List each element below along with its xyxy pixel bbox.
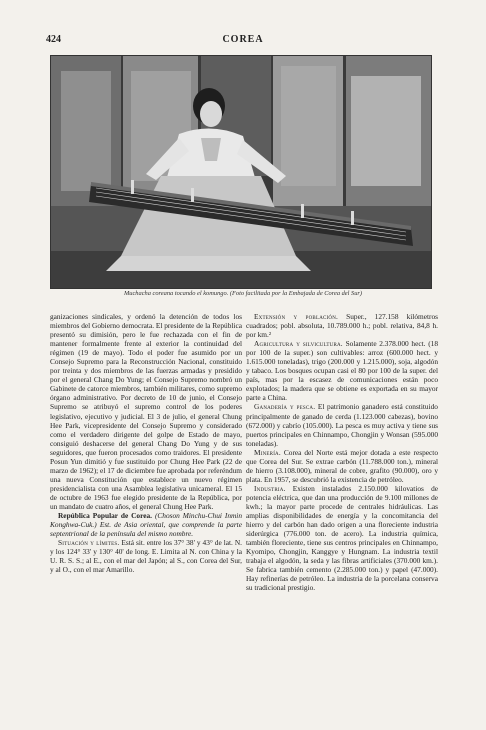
paragraph	[50, 538, 242, 574]
paragraph	[246, 312, 438, 339]
paragraph	[246, 402, 438, 447]
section-heading: República Popular de Corea.	[58, 511, 153, 521]
paragraph-body: Está sit. entre los 37° 38' y 43° de lat. N. y los 124° 33' y 130° 40' de long. E. Limita al N. con China y la U. R. S. S.; al E., con el mar del Japón; al S., con Corea del Sur, y al O., con el mar Amarillo.	[50, 538, 243, 575]
paragraph-body: El patrimonio ganadero está constituido principalmente de ganado de cerda (1.123.000 cabezas), bovino (672.000) y cabrío (105.000). La pesca es muy activa y tiene sus puertos principales en Chinnampo, Chongjin y Wonsan (595.000 toneladas).	[246, 402, 438, 448]
running-head: COREA	[222, 34, 264, 45]
section-heading: Extensión y población.	[254, 312, 339, 321]
paragraph	[246, 339, 438, 402]
paragraph-body: (Choson Minchu-Chui Inmin Konghwa-Cuk.) Est. de Asia oriental, que comprende la parte septentrional de la península del mismo nombre.	[50, 511, 243, 539]
section-heading: Industria.	[254, 483, 286, 493]
section-heading: Minería.	[254, 447, 281, 457]
paragraph-body: Corea del Norte está mejor dotada a este respecto que Corea del Sur. Se extrae carbón (11.788.000 ton.), mineral de hierro (3.108.000), mineral de cobre, grafito (90.000), oro y plata. En 1957, se descubrió la existencia de petróleo.	[246, 447, 438, 484]
photo-korean-girl-komungo	[50, 55, 432, 289]
paragraph	[50, 511, 242, 538]
paragraph-body: Existen instalados 2.150.000 kilovatios de potencia eléctrica, que dan una producción de 9.100 millones de kwh.; la mayor parte procede de centrales hidráulicas. Las amplias disponibilidades de energía y la concomitancia del hierro y del carbón han dado origen a una floreciente industria siderúrgica (776.000 ton. de acero). La industria química, también floreciente, tiene sus centros principales en Chinnampo, Kyomipo, Chongjin, Kanggye y Hungnam. La industria textil trabaja el algodón, la seda y las fibras artificiales (370.000 km.). Se fabrica también cemento (2.285.000 ton.) y papel (47.000). Hay refinerías de petróleo. La industria de la porcelana conserva su tradicional prestigio.	[246, 483, 438, 593]
paragraph-body: Super., 127.158 kilómetros cuadrados; pobl. absoluta, 10.789.000 h.; pobl. relativa, 84,8 h. por km.²	[246, 312, 438, 340]
paragraph	[246, 484, 438, 593]
paragraph-body: Solamente 2.378.000 hect. (18 por 100 de la super.) son cultivables: arroz (600.000 hect. y 1.615.000 toneladas), trigo (200.000 y 1.215.000), soja, algodón y tabaco. Los bosques ocupan casi el 80 por 100 de la super. del país, mas por la escasez de comunicaciones están poco explotados; la madera que se obtiene es exportada en su mayor parte a China.	[246, 339, 438, 403]
photo-caption: Muchacha coreana tocando el komungo. (Foto facilitada por la Embajada de Corea del Sur)	[123, 290, 363, 297]
paragraph: ganizaciones sindicales, y ordenó la detención de todos los miembros del Gobierno democrata. El presidente de la República presentó su dimisión, pero le fue rechazada con el fin de mantener formalmente frente al exterior la continuidad del régimen (19 de mayo). Todo el poder fue asumido por un Consejo Supremo para la Reconstrucción Nacional, constituido por treinta y dos miembros de las fuerzas armadas y presidido por el general Chang Do Yung; el Consejo Supremo nombró un Gabinete de catorce miembros, también militares, como supremo órgano administrativo. Por decreto de 10 de junio, el Consejo Supremo se atribuyó el supremo control de los poderes legislativo, ejecutivo y judicial. El 3 de julio, el general Chung Hee Park, vicepresidente del Consejo Supremo y considerado como el verdadero dirigente del golpe de Estado de mayo, consiguió deshacerse del general Chang Do Yung y de sus seguidores, que fueron procesados como traidores. El presidente Posun Yun dimitió y fue sustituido por Chung Hee Park (22 de marzo de 1962); el 17 de diciembre fue aprobada por referéndum una nueva Constitución que establece un nuevo régimen presidencialista con una Asamblea legislativa unicameral. El 15 de octubre de 1963 fue elegido presidente de la República, por un mandato de cuatro años, el general Chung Hee Park.	[50, 312, 242, 511]
left-column	[50, 312, 242, 574]
section-heading: Situación y límites.	[58, 538, 120, 548]
page-number: 424	[46, 34, 61, 45]
paragraph	[246, 448, 438, 484]
section-heading: Ganadería y pesca.	[254, 402, 316, 412]
right-column	[246, 312, 438, 592]
section-heading: Agricultura y silvicultura.	[254, 339, 343, 349]
